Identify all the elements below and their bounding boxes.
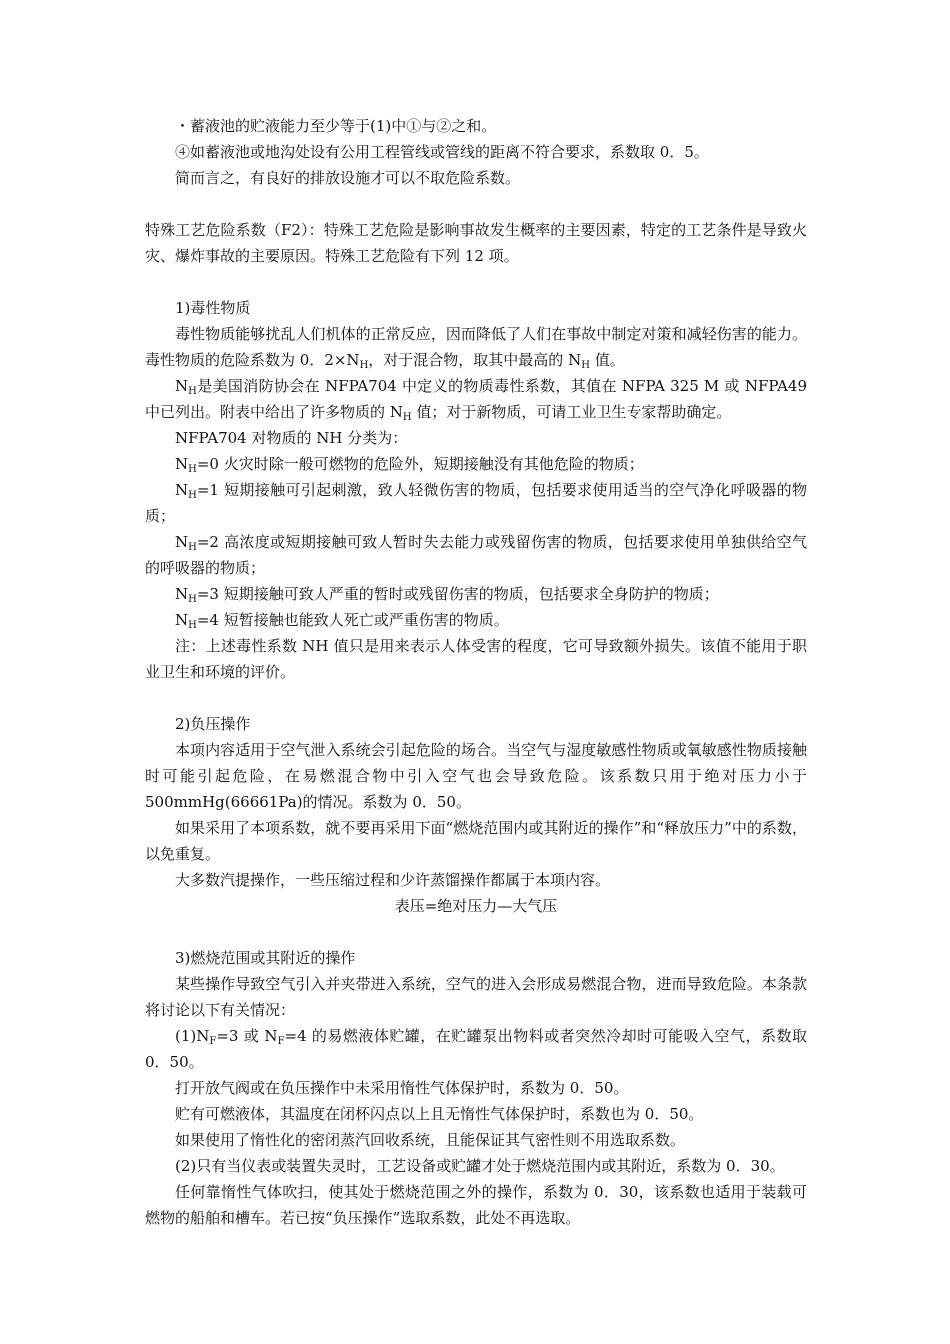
paragraph: 某些操作导致空气引入并夹带进入系统，空气的进入会形成易燃混合物，进而导致危险。本条款将讨论以下有关情况： bbox=[145, 975, 807, 1019]
paragraph: 大多数汽提操作，一些压缩过程和少许蒸馏操作都属于本项内容。 bbox=[175, 871, 611, 889]
paragraph: ・蓄液池的贮液能力至少等于(1)中①与②之和。 bbox=[175, 117, 497, 135]
paragraph: 1)毒性物质 bbox=[175, 299, 251, 317]
document-body bbox=[145, 113, 807, 1231]
paragraph: NFPA704 对物质的 NH 分类为： bbox=[175, 429, 408, 447]
paragraph: $N_H=4$ 短暂接触也能致人死亡或严重伤害的物质。 bbox=[175, 611, 509, 631]
paragraph: 如果采用了本项系数，就不要再采用下面“燃烧范围内或其附近的操作”和“释放压力”中的系数，以免重复。 bbox=[145, 819, 807, 863]
paragraph: $N_H=0$ 火灾时除一般可燃物的危险外，短期接触没有其他危险的物质； bbox=[175, 455, 644, 475]
paragraph: 特殊工艺危险系数（F2）：特殊工艺危险是影响事故发生概率的主要因素，特定的工艺条件是导致火灾、爆炸事故的主要原因。特殊工艺危险有下列 12 项。 bbox=[145, 221, 807, 265]
paragraph: $N_H=3$ 短期接触可致人严重的暂时或残留伤害的物质，包括要求全身防护的物质； bbox=[175, 585, 719, 605]
paragraph: 贮有可燃液体，其温度在闭杯闪点以上且无惰性气体保护时，系数也为 0．50。 bbox=[175, 1105, 704, 1123]
paragraph: 注：上述毒性系数 NH 值只是用来表示人体受害的程度，它可导致额外损失。该值不能用于职业卫生和环境的评价。 bbox=[145, 637, 807, 681]
paragraph: 毒性物质能够扰乱人们机体的正常反应，因而降低了人们在事故中制定对策和减轻伤害的能力。毒性物质的危险系数为 0．$2\times N_H$，对于混合物，取其中最高的 $N_H$ 值。 bbox=[145, 325, 807, 371]
paragraph: 3)燃烧范围或其附近的操作 bbox=[175, 949, 356, 967]
paragraph: 任何靠惰性气体吹扫，使其处于燃烧范围之外的操作，系数为 0．30，该系数也适用于装载可燃物的船舶和槽车。若已按“负压操作”选取系数，此处不再选取。 bbox=[145, 1183, 807, 1227]
paragraph: $N_H$是美国消防协会在 NFPA704 中定义的物质毒性系数，其值在 NFPA 325 M 或 NFPA49 中已列出。附表中给出了许多物质的 $N_H$ 值；对于新物质，可请工业卫生专家帮助确定。 bbox=[145, 377, 807, 423]
paragraph: 如果使用了惰性化的密闭蒸汽回收系统，且能保证其气密性则不用选取系数。 bbox=[175, 1131, 686, 1149]
paragraph: 简而言之，有良好的排放设施才可以不取危险系数。 bbox=[175, 169, 521, 187]
paragraph: 打开放气阀或在负压操作中未采用惰性气体保护时，系数为 0．50。 bbox=[175, 1079, 629, 1097]
paragraph: 表压=绝对压力—大气压 bbox=[394, 897, 558, 915]
paragraph: 2)负压操作 bbox=[175, 715, 251, 733]
paragraph: $N_H=1$ 短期接触可引起刺激，致人轻微伤害的物质，包括要求使用适当的空气净化呼吸器的物质； bbox=[145, 481, 807, 525]
paragraph: 本项内容适用于空气泄入系统会引起危险的场合。当空气与湿度敏感性物质或氧敏感性物质接触时可能引起危险，在易燃混合物中引入空气也会导致危险。该系数只用于绝对压力小于 500mmHg(66661Pa)的情况。系数为 0．50。 bbox=[145, 741, 807, 811]
paragraph: ④如蓄液池或地沟处设有公用工程管线或管线的距离不符合要求，系数取 0．5。 bbox=[175, 143, 709, 161]
paragraph: $N_H=2$ 高浓度或短期接触可致人暂时失去能力或残留伤害的物质，包括要求使用单独供给空气的呼吸器的物质； bbox=[145, 533, 807, 577]
paragraph: $(1)N_F=3$ 或 $N_F=4$ 的易燃液体贮罐，在贮罐泵出物料或者突然冷却时可能吸入空气，系数取 0．50。 bbox=[145, 1027, 807, 1071]
paragraph: (2)只有当仪表或装置失灵时，工艺设备或贮罐才处于燃烧范围内或其附近，系数为 0．30。 bbox=[175, 1157, 785, 1175]
